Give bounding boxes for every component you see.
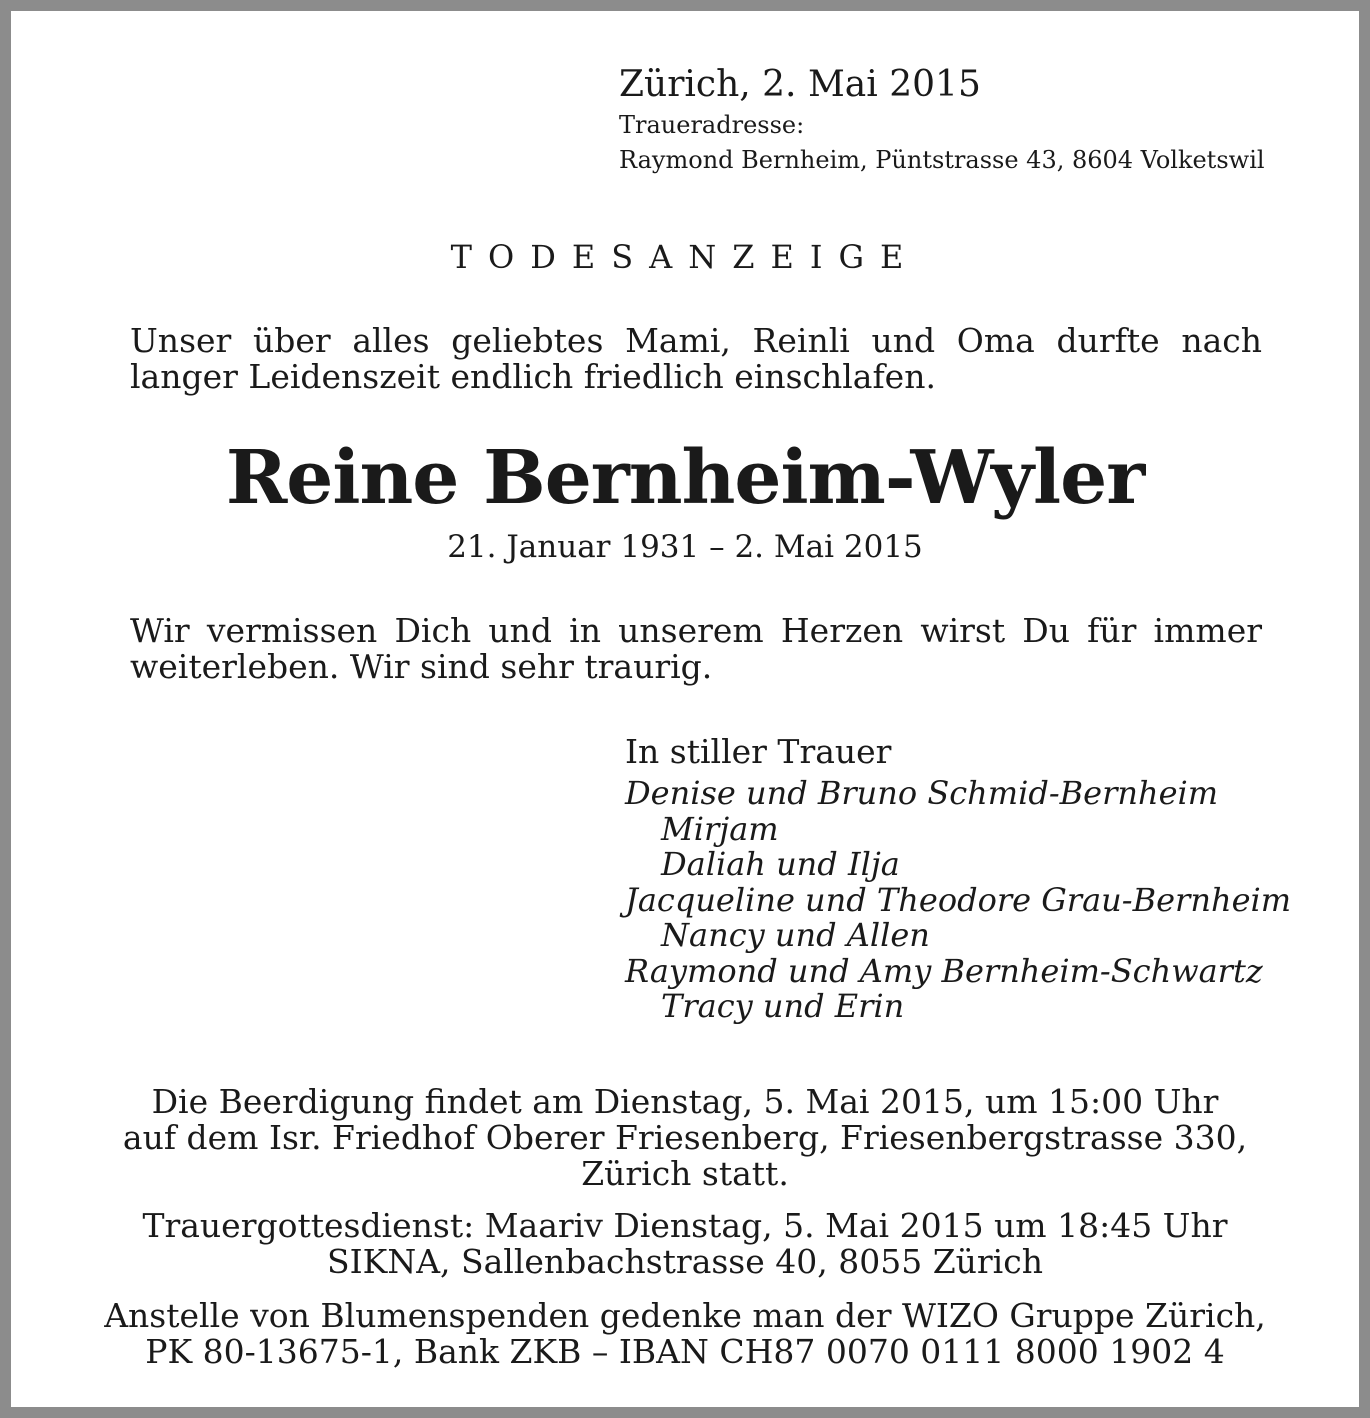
address-label: Traueradresse: <box>619 111 805 139</box>
message-text: Wir vermissen Dich und in unserem Herzen wirst Du für immer weiterleben. Wir sind sehr traurig. <box>130 611 1262 686</box>
donation-info <box>11 1298 1359 1370</box>
intro-text: Unser über alles geliebtes Mami, Reinli und Oma durfte nach langer Leidenszeit endlich friedlich einschlafen. <box>130 321 1262 396</box>
lifespan-dates: 21. Januar 1931 – 2. Mai 2015 <box>447 529 923 565</box>
mourning-title: In stiller Trauer <box>625 732 892 771</box>
mourner-list <box>625 776 1291 1025</box>
mourner-name: Raymond und Amy Bernheim-Schwartz <box>625 951 1263 990</box>
mourner-name: Jacqueline und Theodore Grau-Bernheim <box>625 880 1292 919</box>
mourning-address: Raymond Bernheim, Püntstrasse 43, 8604 Volketswil <box>619 146 1265 174</box>
funeral-line: Zürich statt. <box>581 1154 789 1193</box>
service-line: Trauergottesdienst: Maariv Dienstag, 5. Mai 2015 um 18:45 Uhr <box>142 1206 1228 1245</box>
mourner-name: Nancy und Allen <box>661 916 930 954</box>
mourner-name: Daliah und Ilja <box>661 845 900 883</box>
mourner-name: Mirjam <box>661 809 779 848</box>
funeral-info <box>11 1084 1359 1192</box>
donation-line: PK 80-13675-1, Bank ZKB – IBAN CH87 0070 0111 8000 1902 4 <box>145 1332 1225 1371</box>
donation-line: Anstelle von Blumenspenden gedenke man der WIZO Gruppe Zürich, <box>104 1296 1266 1335</box>
place-date: Zürich, 2. Mai 2015 <box>619 64 981 105</box>
funeral-line: auf dem Isr. Friedhof Oberer Friesenberg, Friesenbergstrasse 330, <box>122 1118 1248 1157</box>
mourner-name: Denise und Bruno Schmid-Bernheim <box>625 774 1219 812</box>
service-info <box>11 1208 1359 1280</box>
funeral-line: Die Beerdigung findet am Dienstag, 5. Mai 2015, um 15:00 Uhr <box>151 1082 1219 1121</box>
deceased-name: Reine Bernheim-Wyler <box>225 435 1145 521</box>
notice-heading: TODESANZEIGE <box>450 238 920 276</box>
mourner-name: Tracy und Erin <box>661 987 905 1025</box>
service-line: SIKNA, Sallenbachstrasse 40, 8055 Zürich <box>327 1242 1043 1281</box>
